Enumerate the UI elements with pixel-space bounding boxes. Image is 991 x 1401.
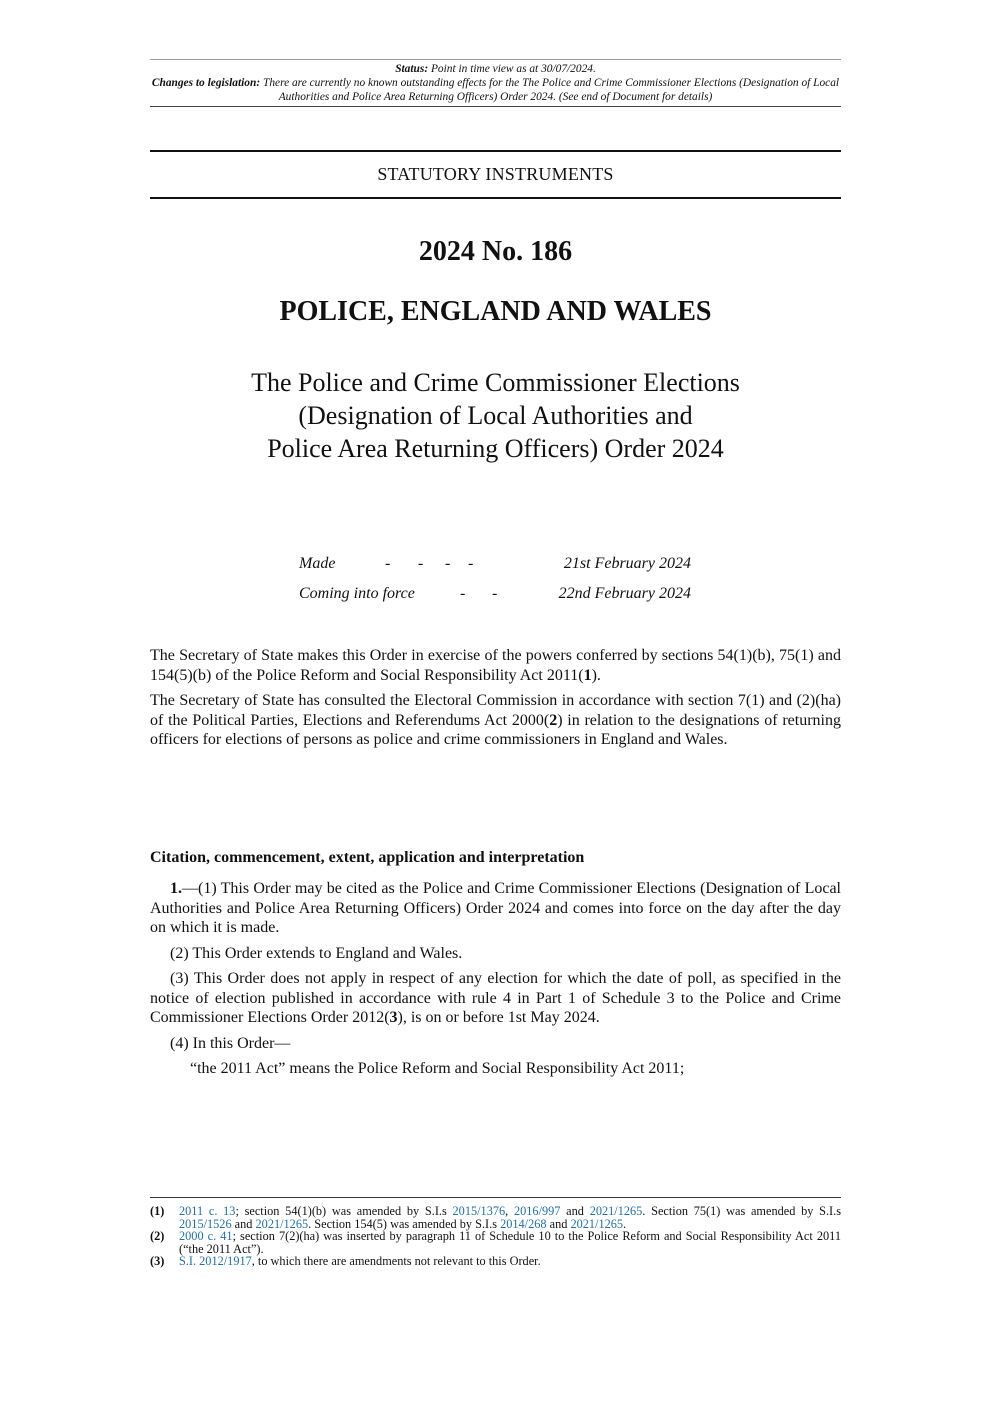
footnote-text-run: . Section 75(1) was amended by S.I.s (642, 1204, 842, 1218)
article-paragraph (150, 879, 841, 938)
legislation-link[interactable]: 2021/1265 (255, 1216, 309, 1231)
leader-dash: - (385, 555, 391, 572)
footnote (150, 1230, 841, 1255)
legislation-link[interactable]: 2014/268 (500, 1216, 547, 1231)
document-title (150, 366, 841, 465)
title-line: (Designation of Local Authorities and (298, 401, 693, 430)
legislation-link[interactable]: 2021/1265 (589, 1204, 643, 1218)
article-number: 1. (170, 880, 182, 897)
section-heading: Citation, commencement, extent, application and interpretation (150, 849, 585, 866)
footnote-text-run: . Section 154(5) was amended by S.I.s (308, 1216, 501, 1231)
changes-label: Changes to legislation: (151, 77, 261, 89)
footnote-text-run: ; section 7(2)(ha) was inserted by paragraph 11 of Schedule 10 to the Police Reform and Social Responsibility Act 2011 (“the 2011 Act”). (179, 1229, 841, 1256)
legislation-link[interactable]: 2015/1526 (179, 1216, 232, 1231)
leader-dash: - (492, 585, 498, 602)
paragraph-text: —(1) This Order may be cited as the Police and Crime Commissioner Elections (Designation of Local Authorities and Police Area Returning Officers) Order 2024 and comes into force on the day after the day on which it is made. (150, 880, 841, 936)
leader-dash: - (460, 585, 466, 602)
date-row-made (299, 555, 691, 585)
footnote-text (179, 1205, 841, 1230)
footnote-number: (3) (150, 1254, 165, 1269)
footnote-number: (1) (150, 1204, 165, 1218)
series-label: STATUTORY INSTRUMENTS (377, 164, 614, 184)
date-label: Made (299, 555, 336, 572)
footnote-text-run: . (623, 1216, 627, 1231)
paragraph-text: ). (591, 666, 601, 684)
title-line: Police Area Returning Officers) Order 2024 (267, 434, 724, 463)
footnote-text-run: and (560, 1204, 590, 1218)
leader-dash: - (418, 555, 424, 572)
paragraph-text: The Secretary of State makes this Order in exercise of the powers conferred by sections 54(1)(b), 75(1) and 154(5)(b) of the Police Reform and Social Responsibility Act 2011( (150, 647, 841, 684)
series-banner (150, 150, 841, 199)
legislation-link[interactable]: 2015/1376 (452, 1204, 506, 1218)
date-value: 22nd February 2024 (558, 585, 691, 602)
footnote (150, 1255, 841, 1268)
changes-line (150, 76, 841, 104)
footnote-ref[interactable]: 1 (583, 666, 592, 684)
paragraph-text: ) in relation to the designations of returning officers for elections of persons as police and crime commissioners in England and Wales. (150, 711, 841, 748)
preamble (150, 646, 841, 756)
footnote (150, 1205, 841, 1230)
status-banner (150, 59, 841, 107)
footnote-text (179, 1230, 841, 1255)
footnote-text-run: and (546, 1216, 571, 1231)
footnote-text-run: ; section 54(1)(b) was amended by S.I.s (235, 1204, 453, 1218)
footnote-ref[interactable]: 2 (549, 711, 558, 729)
definition: “the 2011 Act” means the Police Reform and Social Responsibility Act 2011; (190, 1060, 685, 1077)
legislation-link[interactable]: S.I. 2012/1917 (179, 1254, 252, 1269)
title-line: The Police and Crime Commissioner Elections (251, 368, 740, 397)
footnote-text-run: , to which there are amendments not relevant to this Order. (251, 1254, 541, 1269)
paragraph-text: ), is on or before 1st May 2024. (397, 1009, 600, 1026)
article-1 (150, 879, 841, 1085)
footnote-text-run: and (231, 1216, 256, 1231)
preamble-paragraph (150, 691, 841, 750)
paragraph-text: (3) This Order does not apply in respect of any election for which the date of poll, as specified in the notice of election published in accordance with rule 4 in Part 1 of Schedule 3 to the Police and Crime Commissioner Elections Order 2012( (150, 970, 841, 1026)
subject-heading: POLICE, ENGLAND AND WALES (279, 296, 712, 327)
status-text: Point in time view as at 30/07/2024. (430, 63, 596, 75)
legislation-link[interactable]: 2011 c. 13 (179, 1204, 236, 1218)
legislation-link[interactable]: 2021/1265 (570, 1216, 624, 1231)
footnote-text (179, 1255, 841, 1268)
dates-table (299, 555, 691, 615)
changes-text: There are currently no known outstanding effects for the The Police and Crime Commissioner Elections (Designation of Local Authorities and Police Area Returning Officers) Order 2024. (See end of Document for details) (262, 77, 840, 103)
status-line (150, 62, 841, 76)
si-number: 2024 No. 186 (418, 236, 573, 267)
preamble-paragraph (150, 646, 841, 685)
footnote-ref[interactable]: 3 (389, 1009, 398, 1026)
paragraph-text: The Secretary of State has consulted the Electoral Commission in accordance with section 7(1) and (2)(ha) of the Political Parties, Elections and Referendums Act 2000( (150, 692, 841, 729)
legislation-link[interactable]: 2016/997 (513, 1204, 561, 1218)
leader-dash: - (468, 555, 474, 572)
footnotes (150, 1197, 841, 1268)
leader-dash: - (445, 555, 451, 572)
footnote-number: (2) (150, 1229, 165, 1244)
legislation-link[interactable]: 2000 c. 41 (179, 1229, 233, 1244)
date-row-coming-into-force (299, 585, 691, 615)
article-paragraph: (4) In this Order— (170, 1034, 291, 1052)
status-label: Status: (395, 63, 429, 75)
footnote-text-run: , (505, 1204, 514, 1218)
date-label: Coming into force (299, 585, 415, 602)
date-value: 21st February 2024 (563, 555, 691, 572)
article-paragraph: (2) This Order extends to England and Wales. (170, 944, 463, 962)
article-paragraph (150, 969, 841, 1028)
